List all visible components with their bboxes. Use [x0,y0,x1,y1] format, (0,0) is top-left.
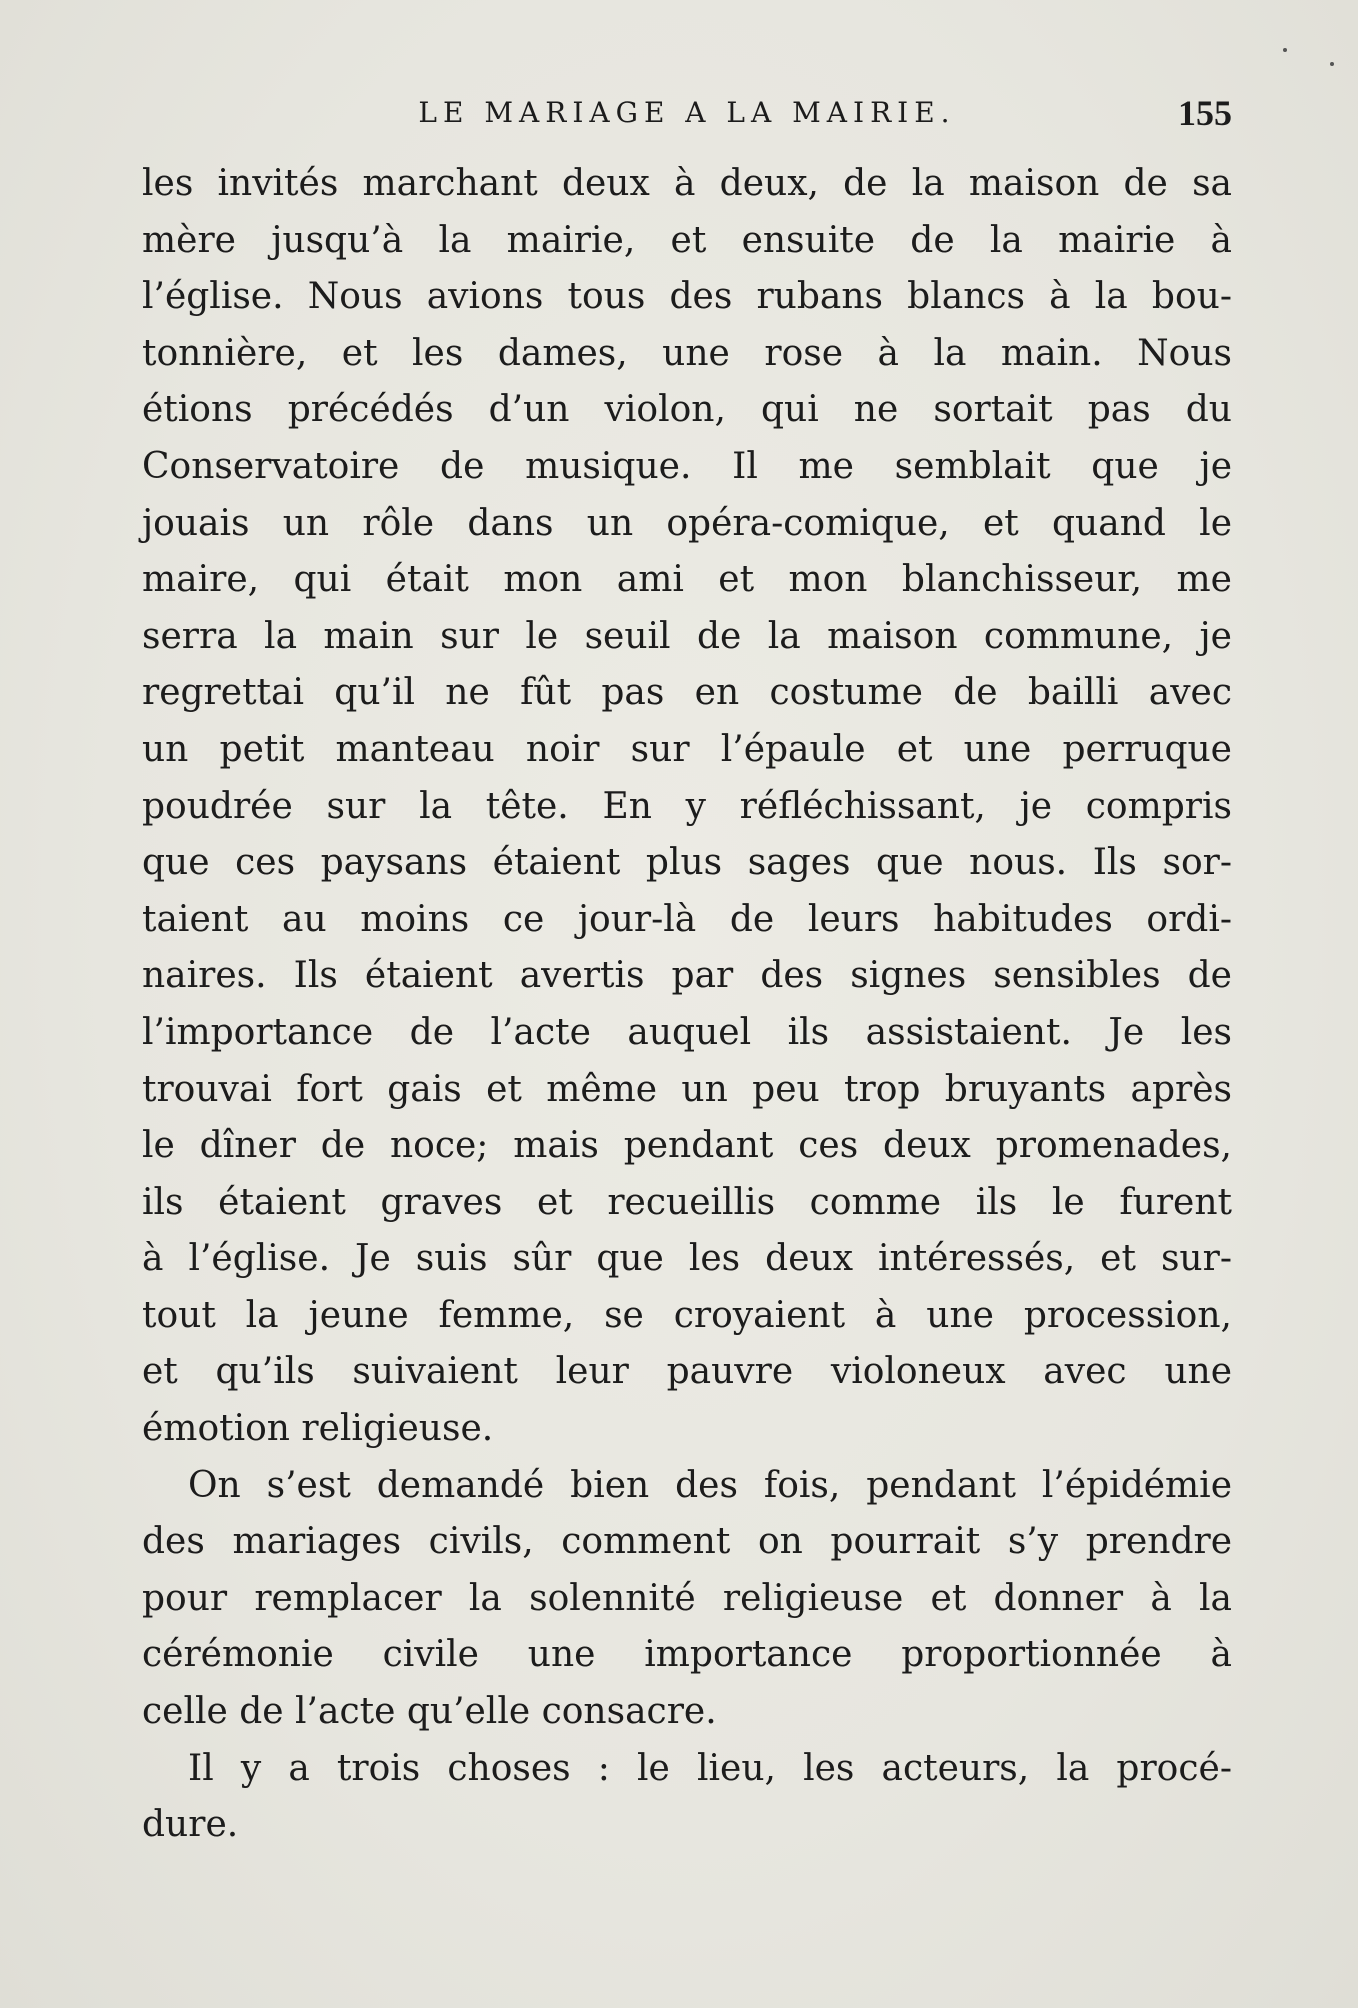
text-line: le dîner de noce; mais pendant ces deux promenades, [142,1125,1232,1167]
text-line: l’église. Nous avions tous des rubans blancs à la bou- [142,276,1232,318]
text-line: jouais un rôle dans un opéra-comique, et quand le [142,502,1232,544]
text-line: mère jusqu’à la mairie, et ensuite de la mairie à [142,219,1232,261]
page-number: 155 [1178,93,1232,133]
text-line: trouvai fort gais et même un peu trop bruyants après [142,1068,1232,1110]
text-line: pour remplacer la solennité religieuse et donner à la [142,1577,1232,1619]
text-line: un petit manteau noir sur l’épaule et une perruque [142,728,1232,770]
text-line-paragraph-end: celle de l’acte qu’elle consacre. [142,1691,717,1733]
text-line: maire, qui était mon ami et mon blanchisseur, me [142,559,1232,601]
running-header [142,92,1232,136]
text-line: tout la jeune femme, se croyaient à une procession, [142,1294,1232,1336]
text-line: poudrée sur la tête. En y réfléchissant, je compris [142,785,1232,827]
text-line: que ces paysans étaient plus sages que nous. Ils sor- [142,842,1232,884]
text-line: tonnière, et les dames, une rose à la main. Nous [142,332,1232,374]
text-line: étions précédés d’un violon, qui ne sortait pas du [142,389,1232,431]
text-line: serra la main sur le seuil de la maison commune, je [142,615,1232,657]
body-text [142,156,1232,1854]
text-line: des mariages civils, comment on pourrait s’y prendre [142,1521,1232,1563]
text-line-paragraph-end: dure. [142,1804,239,1846]
text-line: et qu’ils suivaient leur pauvre violoneux avec une [142,1351,1232,1393]
print-speck [1330,62,1334,66]
text-line-paragraph-start: On s’est demandé bien des fois, pendant l’épidémie [188,1464,1232,1506]
text-line: Conservatoire de musique. Il me semblait que je [142,445,1232,487]
text-line: regrettai qu’il ne fût pas en costume de bailli avec [142,672,1232,714]
text-line: ils étaient graves et recueillis comme ils le furent [142,1181,1232,1223]
text-line-paragraph-start: Il y a trois choses : le lieu, les acteurs, la procé- [188,1747,1232,1789]
text-line: cérémonie civile une importance proportionnée à [142,1634,1232,1676]
text-line-paragraph-end: émotion religieuse. [142,1408,494,1450]
text-line: les invités marchant deux à deux, de la maison de sa [142,163,1232,204]
text-line: l’importance de l’acte auquel ils assistaient. Je les [142,1011,1232,1053]
print-speck [1283,48,1287,52]
text-line: à l’église. Je suis sûr que les deux intéressés, et sur- [142,1238,1232,1280]
text-line: naires. Ils étaient avertis par des signes sensibles de [142,955,1232,997]
text-line: taient au moins ce jour-là de leurs habitudes ordi- [142,898,1232,940]
running-title: LE MARIAGE A LA MAIRIE. [418,96,956,129]
